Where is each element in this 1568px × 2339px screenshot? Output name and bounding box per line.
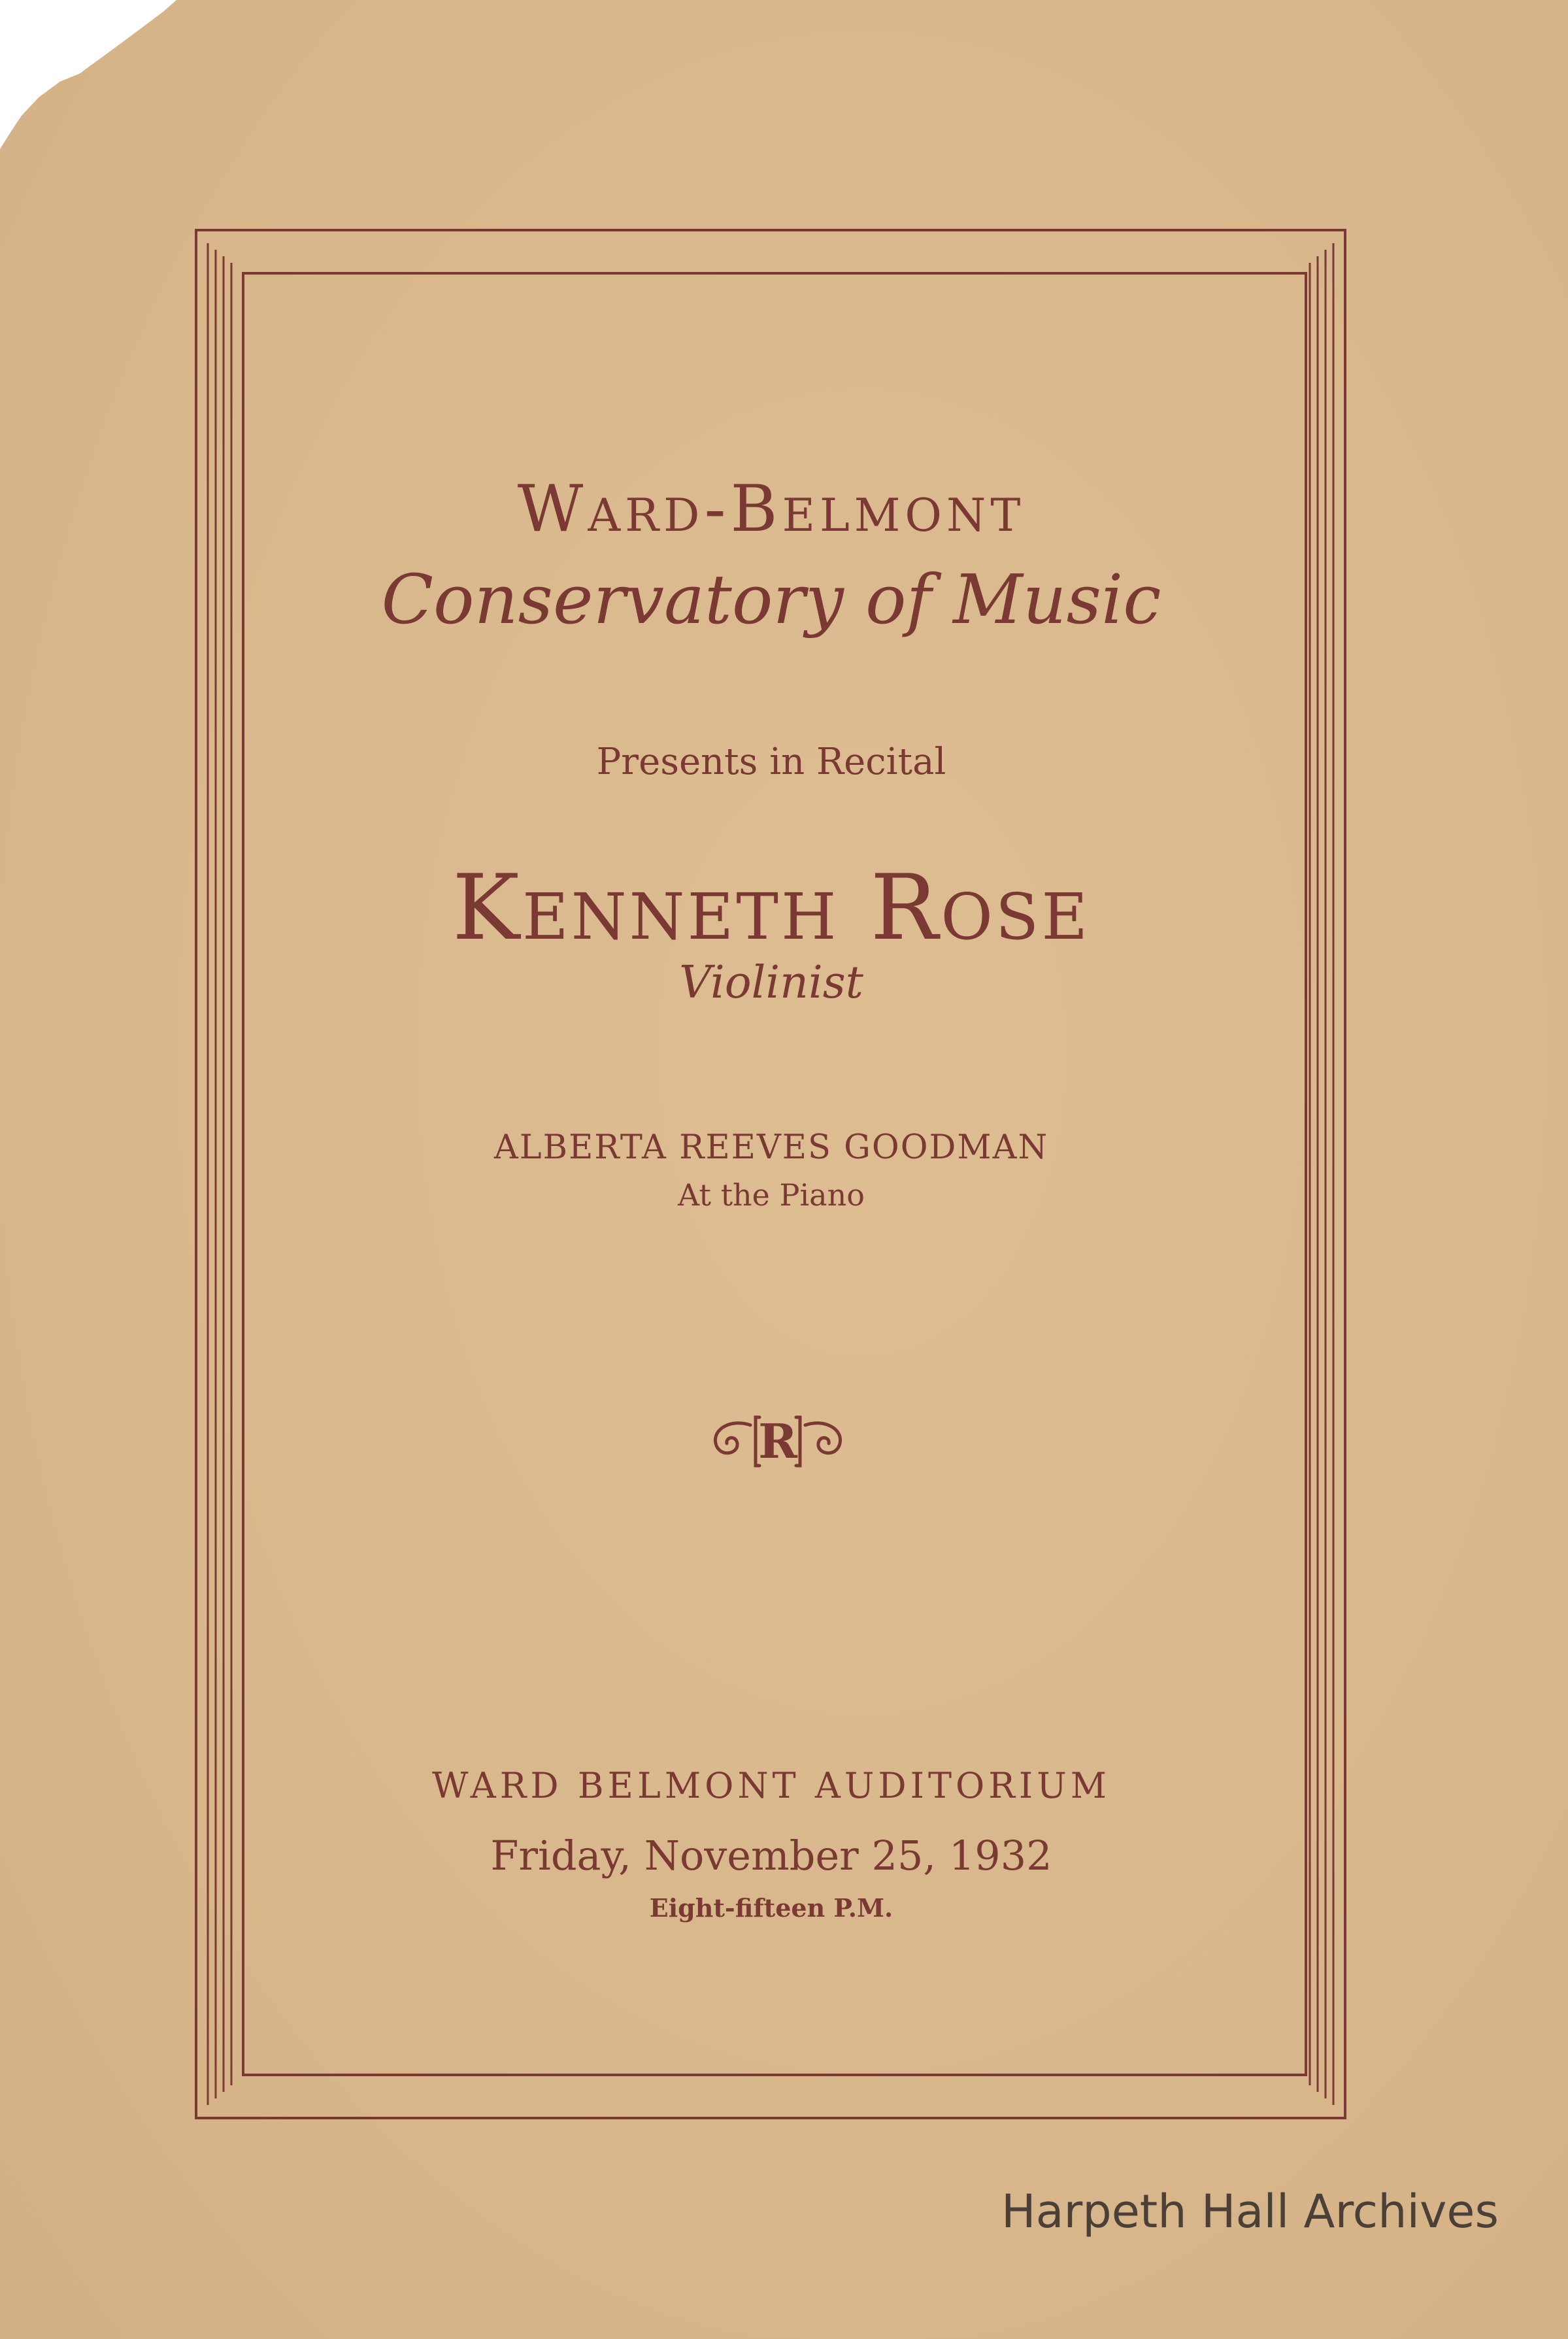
- performer-role: Violinist: [679, 957, 863, 1009]
- organization-name: Ward-Belmont: [517, 472, 1026, 547]
- presents-line: Presents in Recital: [596, 741, 946, 783]
- performer-name: Kenneth Rose: [452, 855, 1091, 960]
- event-date: Friday, November 25, 1932: [490, 1832, 1052, 1879]
- archive-watermark: Harpeth Hall Archives: [1001, 2185, 1499, 2238]
- venue: WARD BELMONT AUDITORIUM: [431, 1765, 1111, 1806]
- event-time: Eight-fifteen P.M.: [649, 1893, 893, 1923]
- accompanist-role: At the Piano: [678, 1177, 865, 1213]
- school-name: Conservatory of Music: [381, 560, 1161, 639]
- monogram-ornament: [699, 1405, 856, 1477]
- accompanist-name: ALBERTA REEVES GOODMAN: [493, 1128, 1049, 1167]
- monogram-letter: R: [758, 1413, 797, 1469]
